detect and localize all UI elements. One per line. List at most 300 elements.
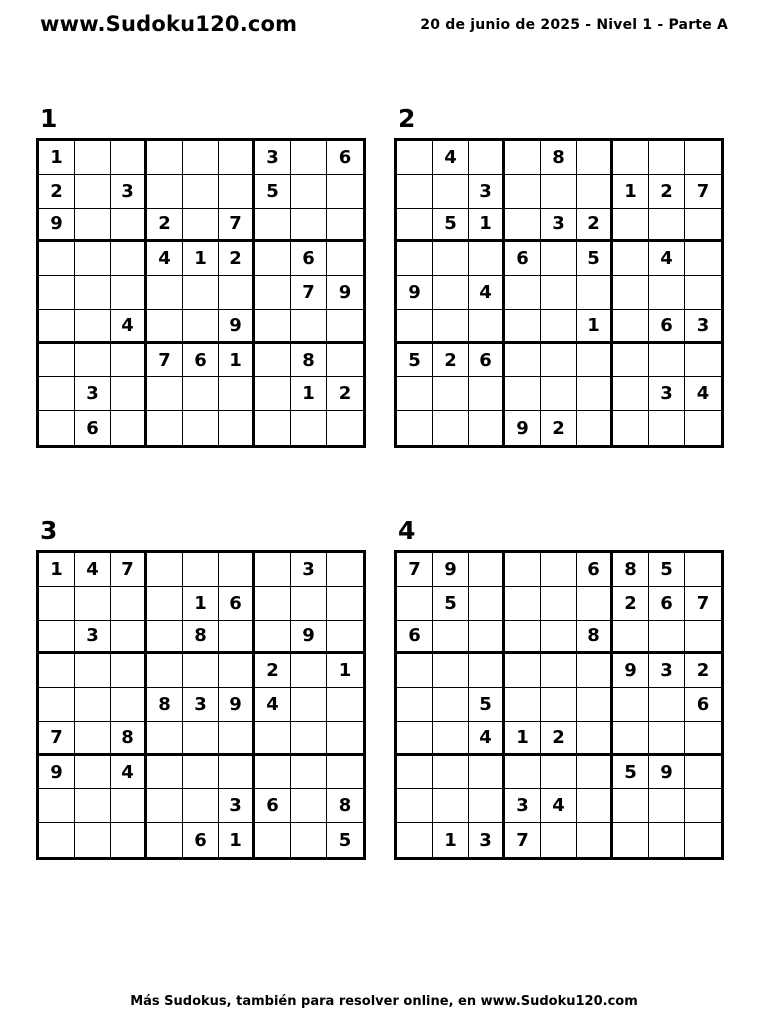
sudoku-cell[interactable]: 5 [397,344,433,378]
sudoku-cell[interactable] [433,411,469,445]
sudoku-cell[interactable] [649,621,685,655]
sudoku-cell[interactable] [613,823,649,857]
sudoku-cell[interactable]: 9 [291,621,327,655]
sudoku-cell[interactable] [327,175,363,209]
sudoku-cell[interactable] [255,242,291,276]
sudoku-cell[interactable] [469,242,505,276]
sudoku-cell[interactable]: 2 [39,175,75,209]
sudoku-cell[interactable] [649,276,685,310]
sudoku-cell[interactable] [75,310,111,344]
sudoku-cell[interactable] [291,141,327,175]
sudoku-cell[interactable] [649,823,685,857]
sudoku-cell[interactable] [469,621,505,655]
sudoku-cell[interactable]: 6 [649,310,685,344]
sudoku-cell[interactable] [255,756,291,790]
sudoku-cell[interactable]: 9 [39,756,75,790]
sudoku-cell[interactable]: 8 [327,789,363,823]
sudoku-cell[interactable]: 1 [577,310,613,344]
sudoku-cell[interactable] [685,411,721,445]
sudoku-cell[interactable] [505,310,541,344]
sudoku-cell[interactable] [147,823,183,857]
sudoku-cell[interactable] [469,377,505,411]
sudoku-cell[interactable] [183,756,219,790]
sudoku-cell[interactable] [613,688,649,722]
sudoku-cell[interactable]: 1 [39,553,75,587]
sudoku-cell[interactable] [291,789,327,823]
sudoku-cell[interactable]: 9 [505,411,541,445]
sudoku-cell[interactable] [541,242,577,276]
sudoku-cell[interactable]: 1 [613,175,649,209]
sudoku-cell[interactable] [39,789,75,823]
sudoku-cell[interactable]: 8 [183,621,219,655]
sudoku-cell[interactable] [649,722,685,756]
sudoku-cell[interactable] [75,587,111,621]
sudoku-cell[interactable] [75,175,111,209]
sudoku-cell[interactable]: 4 [685,377,721,411]
sudoku-cell[interactable]: 2 [433,344,469,378]
sudoku-cell[interactable]: 5 [255,175,291,209]
sudoku-cell[interactable] [577,756,613,790]
sudoku-cell[interactable] [685,789,721,823]
sudoku-cell[interactable] [291,722,327,756]
sudoku-cell[interactable]: 4 [111,310,147,344]
sudoku-cell[interactable] [327,344,363,378]
sudoku-cell[interactable] [577,654,613,688]
sudoku-cell[interactable] [433,276,469,310]
sudoku-cell[interactable] [39,688,75,722]
sudoku-cell[interactable]: 2 [649,175,685,209]
sudoku-cell[interactable] [75,823,111,857]
sudoku-cell[interactable] [685,621,721,655]
sudoku-cell[interactable] [433,242,469,276]
sudoku-cell[interactable] [291,654,327,688]
sudoku-cell[interactable] [255,310,291,344]
sudoku-cell[interactable]: 9 [327,276,363,310]
sudoku-cell[interactable]: 7 [685,175,721,209]
sudoku-cell[interactable]: 6 [577,553,613,587]
sudoku-cell[interactable] [433,175,469,209]
sudoku-cell[interactable]: 2 [577,209,613,243]
sudoku-cell[interactable]: 5 [649,553,685,587]
sudoku-cell[interactable] [39,587,75,621]
sudoku-cell[interactable] [147,756,183,790]
sudoku-cell[interactable] [397,587,433,621]
sudoku-cell[interactable] [649,789,685,823]
sudoku-cell[interactable] [469,587,505,621]
sudoku-cell[interactable] [649,688,685,722]
sudoku-cell[interactable] [577,789,613,823]
sudoku-cell[interactable] [291,756,327,790]
sudoku-cell[interactable] [39,654,75,688]
sudoku-cell[interactable]: 6 [75,411,111,445]
sudoku-cell[interactable] [147,621,183,655]
sudoku-cell[interactable]: 1 [219,823,255,857]
sudoku-cell[interactable] [469,411,505,445]
sudoku-cell[interactable] [255,377,291,411]
sudoku-cell[interactable]: 3 [255,141,291,175]
sudoku-cell[interactable]: 5 [433,587,469,621]
sudoku-cell[interactable] [327,553,363,587]
sudoku-cell[interactable]: 9 [219,310,255,344]
sudoku-cell[interactable] [255,411,291,445]
sudoku-cell[interactable] [75,242,111,276]
sudoku-cell[interactable] [219,621,255,655]
sudoku-cell[interactable] [183,722,219,756]
sudoku-cell[interactable] [111,209,147,243]
sudoku-cell[interactable] [613,789,649,823]
sudoku-cell[interactable] [75,722,111,756]
sudoku-cell[interactable] [183,789,219,823]
sudoku-cell[interactable] [685,553,721,587]
sudoku-cell[interactable] [147,377,183,411]
sudoku-cell[interactable] [219,654,255,688]
sudoku-cell[interactable] [183,654,219,688]
sudoku-cell[interactable] [75,688,111,722]
sudoku-cell[interactable]: 2 [255,654,291,688]
sudoku-cell[interactable] [505,756,541,790]
sudoku-cell[interactable]: 2 [541,722,577,756]
sudoku-cell[interactable]: 9 [613,654,649,688]
sudoku-cell[interactable] [685,141,721,175]
sudoku-cell[interactable]: 7 [397,553,433,587]
sudoku-cell[interactable]: 1 [469,209,505,243]
sudoku-cell[interactable]: 7 [147,344,183,378]
sudoku-cell[interactable] [327,621,363,655]
sudoku-cell[interactable]: 9 [219,688,255,722]
sudoku-cell[interactable]: 7 [111,553,147,587]
sudoku-cell[interactable]: 3 [291,553,327,587]
sudoku-cell[interactable]: 6 [505,242,541,276]
sudoku-cell[interactable]: 3 [505,789,541,823]
sudoku-cell[interactable] [505,276,541,310]
sudoku-cell[interactable] [541,276,577,310]
sudoku-cell[interactable] [397,722,433,756]
sudoku-cell[interactable] [327,411,363,445]
sudoku-cell[interactable] [505,209,541,243]
sudoku-cell[interactable]: 7 [291,276,327,310]
sudoku-cell[interactable] [111,242,147,276]
sudoku-cell[interactable] [291,209,327,243]
sudoku-cell[interactable] [291,411,327,445]
sudoku-cell[interactable] [291,175,327,209]
sudoku-cell[interactable] [39,310,75,344]
sudoku-cell[interactable] [541,621,577,655]
sudoku-cell[interactable] [649,141,685,175]
sudoku-cell[interactable] [111,688,147,722]
sudoku-cell[interactable]: 6 [183,823,219,857]
sudoku-cell[interactable] [541,175,577,209]
sudoku-cell[interactable]: 4 [433,141,469,175]
sudoku-cell[interactable] [505,587,541,621]
sudoku-cell[interactable] [39,377,75,411]
sudoku-cell[interactable] [613,141,649,175]
sudoku-cell[interactable] [685,756,721,790]
sudoku-cell[interactable] [469,141,505,175]
sudoku-cell[interactable]: 8 [577,621,613,655]
sudoku-cell[interactable] [39,344,75,378]
sudoku-cell[interactable] [75,141,111,175]
sudoku-cell[interactable]: 1 [183,587,219,621]
sudoku-cell[interactable] [505,621,541,655]
sudoku-cell[interactable] [147,722,183,756]
sudoku-cell[interactable]: 5 [469,688,505,722]
sudoku-cell[interactable]: 4 [541,789,577,823]
sudoku-cell[interactable]: 8 [613,553,649,587]
sudoku-cell[interactable] [613,722,649,756]
sudoku-cell[interactable] [397,377,433,411]
sudoku-cell[interactable] [111,377,147,411]
sudoku-cell[interactable] [397,310,433,344]
sudoku-cell[interactable] [469,310,505,344]
sudoku-cell[interactable] [397,209,433,243]
sudoku-cell[interactable] [291,310,327,344]
sudoku-cell[interactable]: 5 [577,242,613,276]
sudoku-cell[interactable] [327,310,363,344]
sudoku-cell[interactable] [39,621,75,655]
sudoku-cell[interactable] [147,141,183,175]
sudoku-cell[interactable] [613,344,649,378]
sudoku-cell[interactable] [219,141,255,175]
sudoku-cell[interactable] [147,654,183,688]
sudoku-cell[interactable] [613,310,649,344]
sudoku-cell[interactable] [111,823,147,857]
sudoku-cell[interactable] [505,553,541,587]
sudoku-cell[interactable]: 9 [39,209,75,243]
sudoku-cell[interactable] [183,175,219,209]
sudoku-cell[interactable] [397,242,433,276]
sudoku-cell[interactable] [577,411,613,445]
sudoku-cell[interactable]: 6 [649,587,685,621]
sudoku-cell[interactable] [111,344,147,378]
sudoku-cell[interactable] [433,722,469,756]
sudoku-cell[interactable] [219,722,255,756]
sudoku-cell[interactable] [541,688,577,722]
sudoku-cell[interactable] [505,688,541,722]
sudoku-cell[interactable] [577,175,613,209]
sudoku-cell[interactable] [147,411,183,445]
sudoku-cell[interactable] [327,242,363,276]
sudoku-cell[interactable] [39,276,75,310]
sudoku-cell[interactable] [183,209,219,243]
sudoku-cell[interactable] [541,310,577,344]
sudoku-cell[interactable] [613,209,649,243]
sudoku-cell[interactable] [649,209,685,243]
sudoku-cell[interactable]: 9 [433,553,469,587]
sudoku-cell[interactable] [219,377,255,411]
sudoku-cell[interactable]: 3 [649,654,685,688]
sudoku-cell[interactable] [577,377,613,411]
sudoku-cell[interactable]: 2 [327,377,363,411]
sudoku-cell[interactable] [39,411,75,445]
sudoku-cell[interactable]: 3 [685,310,721,344]
sudoku-cell[interactable]: 1 [327,654,363,688]
sudoku-cell[interactable]: 6 [219,587,255,621]
sudoku-cell[interactable] [75,789,111,823]
sudoku-cell[interactable] [685,276,721,310]
sudoku-cell[interactable] [685,242,721,276]
sudoku-cell[interactable] [255,553,291,587]
sudoku-cell[interactable]: 3 [469,175,505,209]
sudoku-cell[interactable] [577,141,613,175]
sudoku-cell[interactable] [577,344,613,378]
sudoku-cell[interactable]: 1 [291,377,327,411]
sudoku-cell[interactable] [397,823,433,857]
sudoku-cell[interactable] [327,587,363,621]
sudoku-cell[interactable]: 8 [111,722,147,756]
sudoku-cell[interactable] [327,688,363,722]
sudoku-cell[interactable] [433,310,469,344]
sudoku-cell[interactable] [219,175,255,209]
sudoku-cell[interactable]: 3 [649,377,685,411]
sudoku-cell[interactable] [75,209,111,243]
sudoku-cell[interactable] [433,756,469,790]
sudoku-cell[interactable] [39,242,75,276]
sudoku-cell[interactable]: 3 [75,621,111,655]
sudoku-cell[interactable] [255,621,291,655]
sudoku-cell[interactable] [255,344,291,378]
sudoku-cell[interactable]: 2 [613,587,649,621]
sudoku-cell[interactable] [219,756,255,790]
sudoku-cell[interactable] [505,141,541,175]
sudoku-cell[interactable] [469,654,505,688]
sudoku-cell[interactable] [433,688,469,722]
sudoku-cell[interactable] [39,823,75,857]
sudoku-cell[interactable] [255,823,291,857]
sudoku-cell[interactable] [111,789,147,823]
sudoku-cell[interactable] [183,276,219,310]
sudoku-cell[interactable]: 4 [255,688,291,722]
sudoku-cell[interactable] [397,654,433,688]
sudoku-cell[interactable] [577,688,613,722]
sudoku-cell[interactable] [255,209,291,243]
sudoku-cell[interactable] [183,141,219,175]
sudoku-cell[interactable] [219,553,255,587]
sudoku-cell[interactable]: 2 [541,411,577,445]
sudoku-cell[interactable] [183,310,219,344]
sudoku-cell[interactable] [327,722,363,756]
sudoku-cell[interactable] [111,276,147,310]
sudoku-cell[interactable]: 3 [219,789,255,823]
sudoku-cell[interactable]: 6 [291,242,327,276]
sudoku-cell[interactable]: 1 [219,344,255,378]
sudoku-cell[interactable]: 1 [183,242,219,276]
sudoku-cell[interactable]: 2 [147,209,183,243]
sudoku-cell[interactable] [505,654,541,688]
sudoku-cell[interactable] [397,789,433,823]
sudoku-cell[interactable]: 3 [111,175,147,209]
sudoku-cell[interactable] [255,276,291,310]
sudoku-cell[interactable] [397,688,433,722]
sudoku-cell[interactable] [613,276,649,310]
sudoku-cell[interactable] [111,141,147,175]
sudoku-cell[interactable] [505,175,541,209]
sudoku-cell[interactable] [219,276,255,310]
sudoku-cell[interactable] [613,242,649,276]
sudoku-cell[interactable] [469,756,505,790]
sudoku-cell[interactable] [541,344,577,378]
sudoku-cell[interactable]: 7 [685,587,721,621]
sudoku-cell[interactable] [649,411,685,445]
sudoku-cell[interactable] [147,789,183,823]
sudoku-cell[interactable] [147,587,183,621]
sudoku-cell[interactable]: 1 [505,722,541,756]
sudoku-cell[interactable] [111,587,147,621]
sudoku-cell[interactable]: 4 [649,242,685,276]
sudoku-cell[interactable]: 7 [39,722,75,756]
sudoku-cell[interactable]: 1 [39,141,75,175]
sudoku-cell[interactable] [505,344,541,378]
sudoku-cell[interactable] [75,756,111,790]
sudoku-cell[interactable] [75,654,111,688]
sudoku-cell[interactable] [111,411,147,445]
sudoku-cell[interactable] [147,175,183,209]
sudoku-cell[interactable] [147,276,183,310]
sudoku-cell[interactable] [577,276,613,310]
sudoku-cell[interactable] [397,175,433,209]
sudoku-cell[interactable] [685,344,721,378]
sudoku-cell[interactable] [577,587,613,621]
sudoku-cell[interactable] [541,756,577,790]
sudoku-cell[interactable] [541,377,577,411]
sudoku-cell[interactable]: 2 [685,654,721,688]
sudoku-cell[interactable]: 6 [327,141,363,175]
sudoku-cell[interactable] [541,587,577,621]
sudoku-cell[interactable] [469,553,505,587]
sudoku-cell[interactable]: 4 [75,553,111,587]
sudoku-cell[interactable]: 6 [685,688,721,722]
sudoku-cell[interactable]: 2 [219,242,255,276]
sudoku-cell[interactable] [147,310,183,344]
sudoku-cell[interactable]: 6 [397,621,433,655]
sudoku-cell[interactable] [183,553,219,587]
sudoku-cell[interactable] [577,722,613,756]
sudoku-cell[interactable] [541,823,577,857]
sudoku-cell[interactable] [613,411,649,445]
sudoku-cell[interactable]: 1 [433,823,469,857]
sudoku-cell[interactable] [433,377,469,411]
sudoku-cell[interactable]: 7 [219,209,255,243]
sudoku-cell[interactable]: 5 [338,829,352,851]
sudoku-cell[interactable] [219,411,255,445]
sudoku-cell[interactable]: 5 [613,756,649,790]
sudoku-cell[interactable] [685,722,721,756]
sudoku-cell[interactable]: 9 [397,276,433,310]
sudoku-cell[interactable] [111,621,147,655]
sudoku-cell[interactable] [541,553,577,587]
sudoku-cell[interactable]: 8 [291,344,327,378]
sudoku-cell[interactable]: 9 [649,756,685,790]
sudoku-cell[interactable] [469,789,505,823]
sudoku-cell[interactable] [291,823,327,857]
sudoku-cell[interactable] [433,789,469,823]
sudoku-cell[interactable]: 4 [111,756,147,790]
sudoku-cell[interactable]: 6 [255,789,291,823]
sudoku-cell[interactable]: 3 [541,209,577,243]
sudoku-cell[interactable] [433,654,469,688]
sudoku-cell[interactable] [397,141,433,175]
sudoku-cell[interactable] [327,209,363,243]
sudoku-cell[interactable] [397,756,433,790]
sudoku-cell[interactable] [147,553,183,587]
sudoku-cell[interactable] [183,377,219,411]
sudoku-cell[interactable]: 6 [469,344,505,378]
sudoku-cell[interactable]: 4 [469,722,505,756]
sudoku-cell[interactable] [433,621,469,655]
sudoku-cell[interactable]: 3 [183,688,219,722]
sudoku-cell[interactable]: 6 [183,344,219,378]
sudoku-cell[interactable] [397,411,433,445]
sudoku-cell[interactable] [183,411,219,445]
